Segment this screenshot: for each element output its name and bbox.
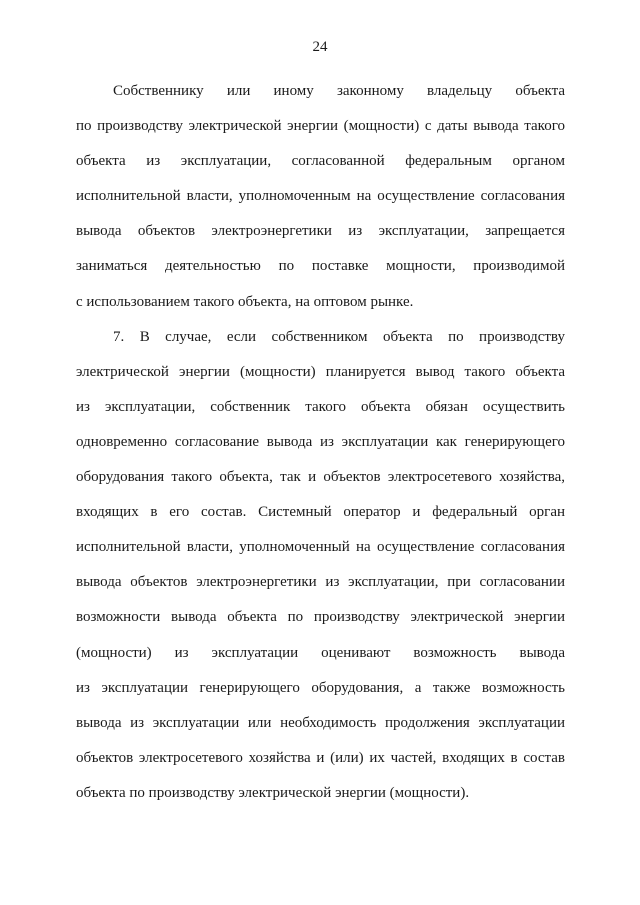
text-line: исполнительной власти, уполномоченный на осуществление согласования: [76, 539, 565, 556]
document-body: [76, 81, 565, 818]
text-line: по производству электрической энергии (мощности) с даты вывода такого: [76, 118, 565, 135]
text-line: электрической энергии (мощности) планируется вывод такого объекта: [76, 363, 565, 380]
text-line: из эксплуатации генерирующего оборудования, а также возможность: [76, 679, 565, 696]
text-line: входящих в его состав. Системный оператор и федеральный орган: [76, 504, 565, 521]
text-line: возможности вывода объекта по производству электрической энергии: [76, 609, 565, 626]
text-line: (мощности) из эксплуатации оценивают возможность вывода: [76, 644, 565, 661]
text-line: исполнительной власти, уполномоченным на осуществление согласования: [76, 188, 565, 205]
text-line: объекта из эксплуатации, согласованной федеральным органом: [76, 153, 565, 170]
text-line: Собственнику или иному законному владельцу объекта: [113, 83, 565, 99]
text-line: вывода объектов электроэнергетики из эксплуатации, при согласовании: [76, 574, 565, 591]
text-line: вывода из эксплуатации или необходимость продолжения эксплуатации: [76, 714, 565, 731]
text-line: заниматься деятельностью по поставке мощности, производимой: [76, 258, 565, 275]
text-line: 7. В случае, если собственником объекта по производству: [113, 328, 565, 345]
paragraph-item-7: [76, 327, 565, 818]
text-line: объектов электросетевого хозяйства и (или) их частей, входящих в состав: [76, 749, 565, 766]
paragraph-owner-restriction: [76, 81, 565, 327]
text-line: одновременно согласование вывода из эксплуатации как генерирующего: [76, 433, 565, 450]
text-line: оборудования такого объекта, так и объектов электросетевого хозяйства,: [76, 469, 565, 486]
page-number: 24: [312, 39, 328, 55]
text-line: с использованием такого объекта, на оптовом рынке.: [76, 293, 414, 310]
text-line: объекта по производству электрической энергии (мощности).: [76, 784, 470, 801]
text-line: вывода объектов электроэнергетики из эксплуатации, запрещается: [76, 223, 565, 240]
text-line: из эксплуатации, собственник такого объекта обязан осуществить: [76, 398, 565, 415]
